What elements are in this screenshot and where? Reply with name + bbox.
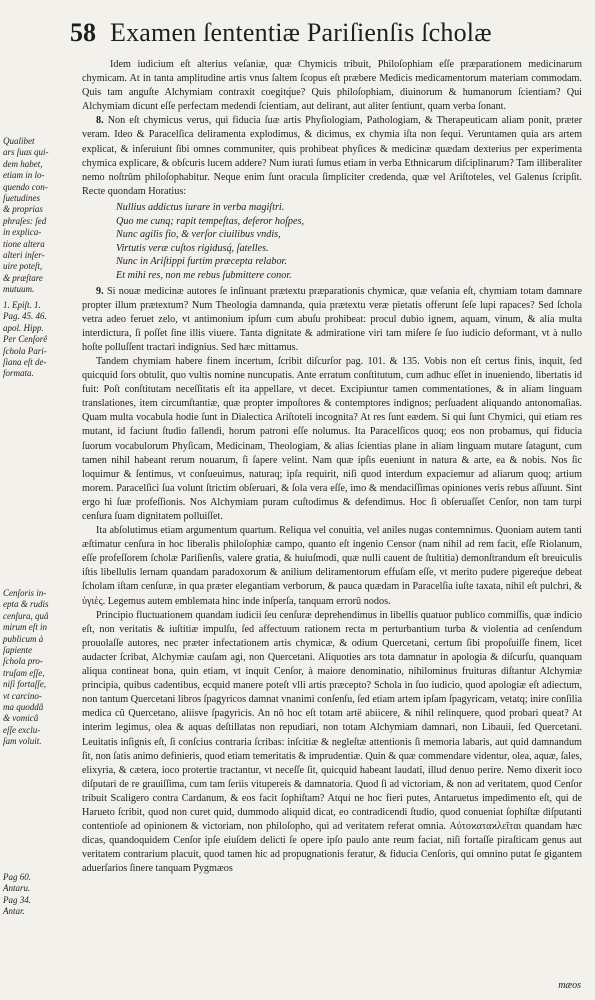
margin-note-3: Cenſoris in- epta & rudis cenſura, quâ mirum eſt in publicum à ſapiente ſchola pro- truſam eſſe, niſi fortaſſe, vt carcino- ma quoddâ & vomicâ eſſe exclu- ſam voluit. (3, 588, 49, 747)
paragraph-3-text: Si nouæ medicinæ autores ſe inſinuant prætextu præparationis chymicæ, quæ veſania eſt, chymiam totam damnare propter illum prætextum? Num Theologia damnanda, quia prætextu veræ pietatis offerunt ſeſe lupi rapaces? Sed ſchola vetra adeo feruet zelo, vt antimonium ipſum cum abuſu prohibeat: procul dubio ignem, aquam, vinum, & alia multa interdictura, ſi poſſet ſine illis viuere. Tanta dignitate & admiratione viri tam miſere ſe ſuo iudicio deformant, vt à nullo hoſte polluſſent tractari indignius. Sed hæc mittamus. (82, 285, 582, 353)
paragraph-5: Ita abſolutimus etiam argumentum quartum. Reliqua vel conuitia, vel aniles nugas contemnimus. Quoniam autem tanti æſtimatur cenſura in hoc liberalis philoſophiæ campo, quanto eſt ingenio Censor (nam nihil ad rem facit, eſſe Riolanum, eſſe profeſſorem ſcholæ Pariſienſis, valere gratia, & huiuſmodi, quæ nulli cauent de ſtultitia) demonſtrandum eſt breuiculis iſtis libellulis lernam quandam paradoxorum & anilium deliramentorum effuſam eſſe, vt merito pudere pigereq́ue debeat ſcholam iſtam cenſuræ, in qua præter elegantiam verborum, & pauca quædam in Paracelſia iuſte taxata, nihil eſt pulchri, & ὑγιὲς. Legemus autem emblemata hinc inde inſperſa, tanquam errorû nodos. (82, 525, 582, 607)
paragraph-number-9: 9. (96, 285, 104, 297)
margin-note-2: 1. Epiſt. 1. Pag. 45. 46. apol. Hipp. Per Cenſorê ſchola Pari- ſiana eſt de- formata. (3, 300, 48, 379)
paragraph-3 (82, 285, 582, 355)
paragraph-4: Tandem chymiam habere finem incertum, ſcribit diſcurſor pag. 101. & 135. Vobis non eſt certus finis, inquit, ſed quicquid ſors obtulit, quo vultis nomine nuncupatis. Ante erratum conſtitutum, cum adhuc eſſet in inueniendo, libertatis id fuit: Poſt conſtitutam neceſſitatis eſt ita appellare, vt decet. Excipiuntur tamen commentationes, & in aliam linguam translationes, item circumſtantiæ, quæ propter impoſtores & contemptores indignos; perſuadent aliquando antonomaſias. Quam multa vocabula hodie ſunt in Dialectica Ariſtoteli incognita? At res ſunt eædem. Si qui ſunt Chymici, qui etiam res mutant, id faciunt ſtudio fallendi, horum patroni eſſe nolumus. Ita Paracelſicos quoq; eos non probamus, qui fiducia ſuorum vocabulorum Phyſicam, Medicinam, Theologiam, & alias ſcientias plane in aliam linguam mutare ſatagunt, cum tamen nihil habeant rerum nouarum, ſi ſapere velint. Nam quæ ipſis eueniunt in natura & arte, ea & nobis. Nos ſic loquimur & ſentimus, vt conſueuimus, naturaq; ipſa requirit, niſi quod interdum expaciemur ad aliarum quoq; artium morem. Paracelſici ſua volunt ſtrictim obſeruari, & ſola vera eſſe, imo & mendaciſſimas opiniones veris rebus aſſuunt. Sint ergo hi ſuæ profeſſionis. Nos Alchymiam puram cuſtodimus & defendimus. Hoc ſi obſeruaſſet Cenſor, non tam turpi cenſura ſuam dignitatem polluiſſet. (82, 355, 582, 522)
margin-note-4: Pag 60. Antaru. Pag 34. Antar. (3, 872, 31, 917)
paragraph-1: Idem iudicium eſt alterius veſaniæ, quæ Chymicis tribuit, Philoſophiam eſſe præparationem medicinarum chymicam. At in tanta amplitudine artis vnus ſaltem ſcopus eſt præbere Medicis medicamentorum materiam commodam. Quis tam anguſte Alchymiam contraxit coegitq́ue? Quis philoſophiam, diuinorum & humanorum ſcientiam? Qui Alchymiam dicunt eſſe perfectam medendi ſcientiam, aut delirant, aut aliter ſentiunt, quam verba ſonant. (82, 59, 582, 113)
verse-line: Et mihi res, non me rebus ſubmittere conor. (116, 269, 292, 281)
page-number: 58 (70, 18, 96, 47)
verse-line: Quo me cunq; rapit tempeſtas, deferor hoſpes, (116, 215, 305, 227)
paragraph-6: Principio fluctuationem quandam iudicii ſeu cenſuræ deprehendimus in libellis quatuor publico commiſſis, quæ indicio eſt, non veritatis & iuſtitiæ impulſu, ſed affectuum rationem recta m perturbantium turba & violentia ad cenſendum prouolaſſe autores, nec præter infectationem artis chymicæ, & odium Quercetani, certum ſibi propoſuiſſe finem, licet audacter ſcribat, Alchymiæ cauſam agi, non Quercetani. Aliquoties ars tota damnatur in apologia & diſcurſu, quanquam aliqua contineat bona, quin etiam, vt inquit Cenſor, à maiore denominatio, nihilominus fruituras diſtantur Alchymiæ principia, quibus cadentibus, ecquid manere poteſt vlli artis præcepto? Schola in ſuo iudicio, quod apologiæ eſt adiectum, non tantum Quercetani libros ſpagyricos damnat vnanimi conſenſu, ſed etiam artem ipſam ſpagyricam, vetatq; inire conſilia medica cû Quercetano, aliisve ſpagyricis. An nô hoc eſt totam artë abiicere, & nihil relinquere, quod probari queat? At interim legimus, olea & aquas deſtillatas non repudiari, non totam Alchymiam damnari, non Libauii, ſed Quercetani. Leuitatis inſignis eſt, ſi conſcius contraria ſcribas: inſcitiæ & negleſtæ attentionis ſi memoria labaris, aut quid damnandum ſit, non ſatis animo definieris, quod etiam temeritatis & imprudentiæ. Quin & quæ commendare videntur, olea, aquæ, ſales, elixyria, & cætera, ioco protertie tractantur, vt neceſſe ſit, quicquid habeant laudatî, illud denuo perire. Nemo dixerit ioco diſputari de re grauiſſima, cum tam ſeriis vitupereis & damnatoria. Quod ſi ad victoriam, & non ad veritatem, quod Cenſor tribuit Scaligero contra Cardanum, & eos facit ſophiſtam? Atqui ne hoc fieri putes, Antaruetus impedimento eſt, qui de Harueto ſcribit, quod non curet quid, dummodo aliquid dicat, eo contradicendi ſtudio, quod conueniat ſophiſtæ diſputanti contentioſe ad opinionem & victoriam, non philoſopho, qui ad veritatem referat omnia. Αὐτοϰαταϰλεῖται quandam hæc dicas, quandoquidem Cenſor ipſe eiuſdem delicti ſe opere ipſo paulo ante reum faciat, niſi fortaſſe piraſticam genus aut veritatem contrarium placuit, quod tamen hic ad propugnationis feratur, & fiducia Cenſoris, qui omnino putat ſe gigantem aduerſarios ſinere tanquam Pygmæos (82, 609, 582, 875)
paragraph-2 (82, 114, 582, 199)
catchword: mæos (558, 980, 581, 991)
horace-quotation (116, 201, 582, 283)
verse-line: Nunc in Ariſtippi furtim præcepta relabor. (116, 256, 287, 268)
margin-note-1: Qualibet ars ſuas qui- dem habet, etiam in lo- quendo con- ſuetudines & proprias phraſes: ſed in explica- tione altera alteri inſer- uire poteſt, & præſtare mutuum. (3, 136, 49, 295)
verse-line: Virtutis veræ cuſtos rigidusq́, ſatelles. (116, 242, 269, 254)
page-header (70, 18, 580, 54)
main-text (82, 58, 582, 876)
verse-line: Nunc agilis fio, & verſor ciuilibus vndis, (116, 229, 281, 241)
paragraph-number-8: 8. (96, 115, 104, 127)
running-title: Examen ſententiæ Pariſienſis ſcholæ (110, 18, 492, 47)
paragraph-2-text: Non eſt chymicus verus, qui fiducia ſuæ artis Phyſiologiam, Pathologiam, & Therapeuticam aliam ponit, præter veram. Ideo & Paracelſica deliramenta explodimus, & dicimus, ex chymia iſta non ſequi. Veruntamen quia ars artem explicat, & inſeruiunt ſibi omnes communiter, quis prohibeat phyſices & medicinæ quædam dexterius per experimenta chymica explicare, & obſcuris lucem addere? Num iurati ſumus etiam in verba Ethnicarum diſciplinarum? Tam illiberaliter nemo noſtrûm philoſophabitur. Neque enim ſunt oracula ſimpliciter credenda, quæ vel Ariſtoteles, vel Galenus ſcripſit. Recte quondam Horatius: (82, 115, 582, 197)
verse-line: Nullius addictus iurare in verba magiſtri. (116, 201, 285, 213)
